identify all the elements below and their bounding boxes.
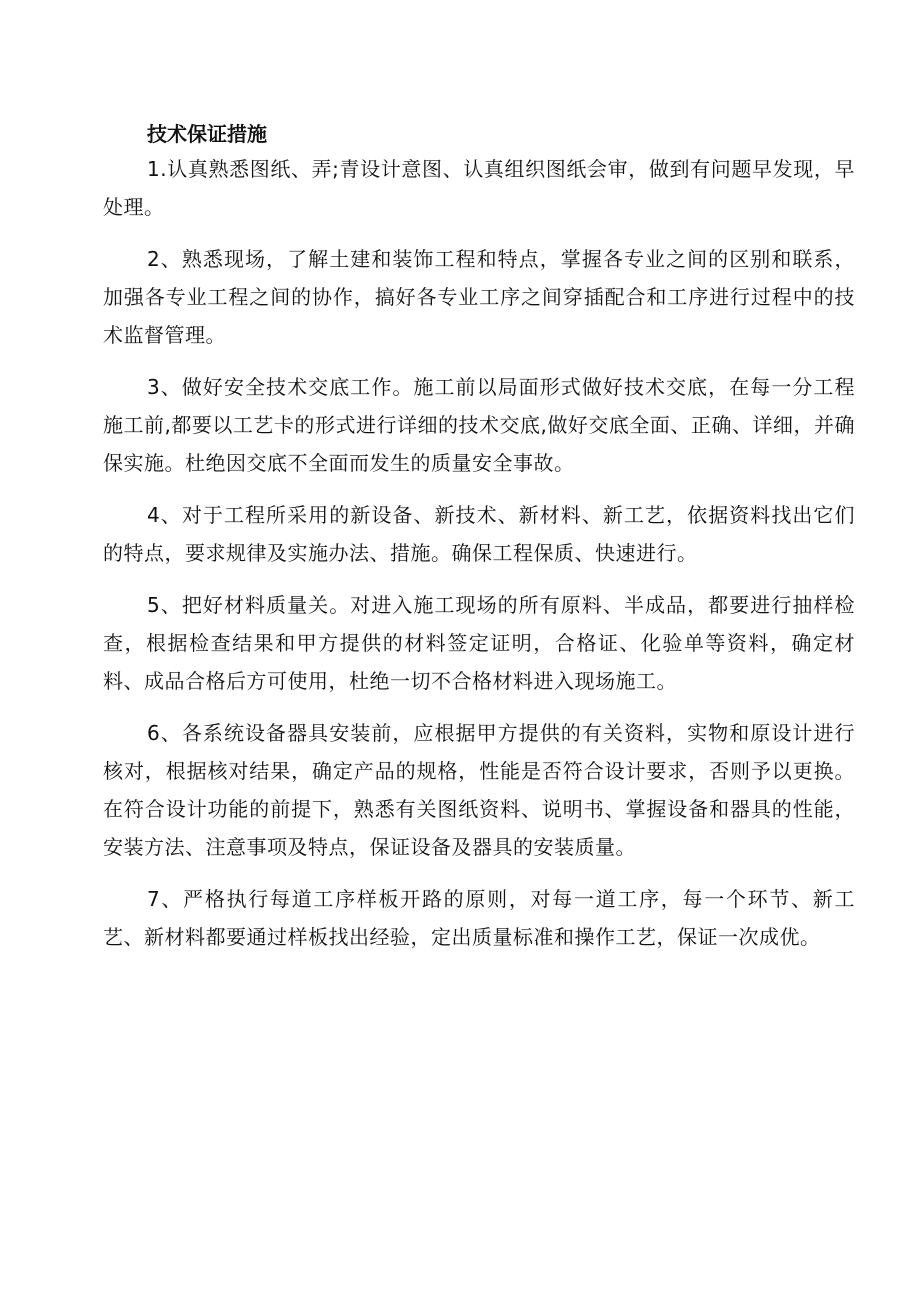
paragraph-7: 7、严格执行每道工序样板开路的原则，对每一道工序，每一个环节、新工艺、新材料都要通过样板找出经验，定出质量标准和操作工艺，保证一次成优。 <box>103 887 855 949</box>
paragraph-5: 5、把好材料质量关。对进入施工现场的所有原料、半成品，都要进行抽样检查，根据检查结果和甲方提供的材料签定证明，合格证、化验单等资料，确定材料、成品合格后方可使用，杜绝一切不合格材料进入现场施工。 <box>103 593 855 693</box>
document-body <box>103 118 855 970</box>
paragraph-6: 6、各系统设备器具安装前，应根据甲方提供的有关资料，实物和原设计进行核对，根据核对结果，确定产品的规格，性能是否符合设计要求，否则予以更换。在符合设计功能的前提下，熟悉有关图纸资料、说明书、掌握设备和器具的性能，安装方法、注意事项及特点，保证设备及器具的安装质量。 <box>103 721 855 859</box>
paragraph-2: 2、熟悉现场，了解土建和装饰工程和特点，掌握各专业之间的区别和联系，加强各专业工程之间的协作，搞好各专业工序之间穿插配合和工序进行过程中的技术监督管理。 <box>103 247 855 347</box>
paragraph-3: 3、做好安全技术交底工作。施工前以局面形式做好技术交底，在每一分工程施工前,都要以工艺卡的形式进行详细的技术交底,做好交底全面、正确、详细，并确保实施。杜绝因交底不全面而发生的质量安全事故。 <box>103 375 855 475</box>
paragraph-4: 4、对于工程所采用的新设备、新技术、新材料、新工艺，依据资料找出它们的特点，要求规律及实施办法、措施。确保工程保质、快速进行。 <box>103 503 855 565</box>
paragraph-1: 1.认真熟悉图纸、弄;青设计意图、认真组织图纸会审，做到有问题早发现，早处理。 <box>103 157 855 219</box>
section-title: 技术保证措施 <box>147 122 267 146</box>
